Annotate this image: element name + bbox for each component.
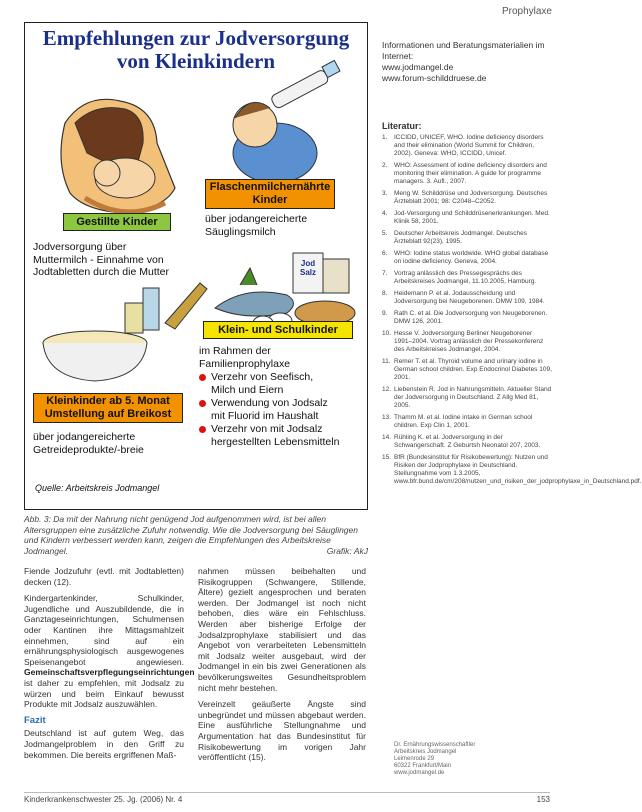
reference-number: 5. bbox=[382, 230, 388, 237]
reference-item bbox=[382, 230, 552, 246]
reference-number: 6. bbox=[382, 250, 388, 257]
reference-text: Hesse V. Jodversorgung Berliner Neugeborener 1991–2004. Vortrag anlässlich der Pressekonferenz des Arbeitskreises Jodmangel, 2004. bbox=[394, 330, 544, 353]
reference-item bbox=[382, 250, 552, 266]
author-address bbox=[394, 742, 544, 777]
reference-text: Thamm M. et al. Iodine intake in German school children. Exp Clin 1, 2001. bbox=[394, 414, 533, 429]
title-line-2: von Kleinkindern bbox=[116, 49, 276, 73]
reference-item bbox=[382, 358, 552, 382]
link-forum-schilddruese[interactable]: www.forum-schilddruese.de bbox=[382, 73, 487, 83]
recommendation-list bbox=[199, 371, 364, 449]
reference-item bbox=[382, 386, 552, 410]
text-month-line: Getreideprodukte/-breie bbox=[33, 443, 144, 456]
text-from-month-5 bbox=[33, 431, 193, 456]
article-column-1 bbox=[24, 566, 195, 766]
page-number: 153 bbox=[536, 795, 550, 804]
food-illustration bbox=[215, 253, 355, 330]
address-line: Arbeitskreis Jodmangel bbox=[394, 749, 457, 755]
caption-text: Abb. 3: Da mit der Nahrung nicht genügend Jod aufgenommen wird, ist bei allen Altersgruppen eine zusätzliche Zufuhr notwendig. Wie die Jodversorgung bei Säuglingen und Kindern verbessert werden kann, zeigen die Empfehlungen des Arbeitskreise Jodmangel. bbox=[24, 514, 358, 556]
text-school-children bbox=[199, 345, 364, 370]
bullet-line: mit Fluorid im Haushalt bbox=[211, 409, 319, 422]
reference-item bbox=[382, 210, 552, 226]
reference-text: Rühling K. et al. Jodversorgung in der Schwangerschaft. Z Geburtsh Neonatol 207, 2003. bbox=[394, 434, 541, 449]
reference-number: 14. bbox=[382, 434, 392, 441]
paragraph bbox=[24, 593, 195, 710]
text-breastfed-line: Jodtabletten durch die Mutter bbox=[33, 266, 169, 278]
reference-text: Jod-Versorgung und Schilddrüsenerkrankungen. Med. Klinik 58, 2001. bbox=[394, 210, 550, 225]
reference-number: 3. bbox=[382, 190, 388, 197]
label-bottle-fed bbox=[205, 179, 335, 209]
address-line: www.jodmangel.de bbox=[394, 770, 445, 776]
list-item bbox=[199, 371, 364, 396]
info-box bbox=[382, 40, 550, 84]
reference-item bbox=[382, 454, 642, 486]
paragraph: Vereinzelt geäußerte Ängste sind unbegründet und müssen abgebaut werden. Eine ausführliche Stellungnahme und Argumentation hat das Bundesinstitut für Risikobewertung im vorigen Jahr veröffentlicht (15). bbox=[198, 699, 366, 763]
text-school-line: Familienprophylaxe bbox=[199, 357, 291, 370]
reference-text: Heidemann P. et al. Jodausscheidung und Jodversorgung bei Neugeborenen. DMW 109, 1984. bbox=[394, 290, 545, 305]
reference-number: 13. bbox=[382, 414, 392, 421]
reference-number: 7. bbox=[382, 270, 388, 277]
bottle-baby-illustration bbox=[233, 60, 340, 183]
reference-text: ICCIDD, UNICEF, WHO. Iodine deficiency disorders and their elimination (World Summit for Children, 2002). Geneva: WHO, ICCIDD, Unicef. bbox=[394, 134, 544, 157]
label-bottle-line-1: Flaschenmilchernährte bbox=[209, 181, 331, 193]
bullet-line: Verzehr von Seefisch, bbox=[211, 371, 314, 383]
reference-item bbox=[382, 190, 552, 206]
reference-item bbox=[382, 310, 552, 326]
reference-item bbox=[382, 162, 552, 186]
porridge-illustration bbox=[43, 283, 207, 381]
reference-text: Meng W. Schilddrüse und Jodversorgung. Deutsches Ärzteblatt 2001; 98: C2048–C2052. bbox=[394, 190, 548, 205]
reference-number: 15. bbox=[382, 454, 392, 461]
title-line-1: Empfehlungen zur Jodversorgung bbox=[42, 26, 350, 50]
paragraph: Fiende Jodzufuhr (evtl. mit Jodtabletten) decken (12). bbox=[24, 566, 184, 587]
reference-text: WHO: Iodine status worldwide. WHO global database on iodine deficiency. Geneva, 2004. bbox=[394, 250, 549, 265]
reference-text: Liebenstein R. Jod in Nahrungsmitteln. Aktueller Stand der Jodversorgung in Deutschland. Z Allg Med 81, 2005. bbox=[394, 386, 552, 409]
link-jodmangel[interactable]: www.jodmangel.de bbox=[382, 62, 454, 72]
text-breastfed bbox=[33, 241, 193, 279]
reference-text: Vortrag anlässlich des Pressegesprächs des Arbeitskreises Jodmangel, 11.10.2005, Hamburg. bbox=[394, 270, 537, 285]
article-column-2 bbox=[198, 566, 366, 769]
info-text: Informationen und Beratungsmaterialien im Internet: bbox=[382, 40, 545, 61]
figure-caption bbox=[24, 514, 368, 556]
reference-item bbox=[382, 270, 552, 286]
paragraph: nahmen müssen beibehalten und Risikogruppen (Schwangere, Stillende, Ältere) gezielt angesprochen und beraten werden. Der Jodmangel ist noch nicht behoben, dies wäre ein Fehlschluss. Werden aber bisherige Erfolge der Jodsalzprophylaxe stabilisiert und das Angebot von verarbeiteten Lebensmitteln mit Jodsalz weiter ausgebaut, wird der Jodmangel in ein bis zwei Generationen als bevölkerungsweites Gesundheitsproblem nicht mehr bestehen. bbox=[198, 566, 366, 693]
reference-text: BfR (Bundesinstitut für Risikobewertung): Nutzen und Risiken der Jodprophylaxe in Deutschland. Stellungnahme vom 1.3.2005, www.bfr.bund.de/cm/208/nutzen_und_risiken_der_jodprophylaxe_in_Deutschland.pdf. bbox=[394, 454, 642, 485]
infographic bbox=[24, 22, 368, 510]
reference-number: 11. bbox=[382, 358, 391, 365]
reference-number: 1. bbox=[382, 134, 388, 141]
text-breastfed-line: Muttermilch - Einnahme von bbox=[33, 253, 164, 266]
label-month-line-2: Umstellung auf Breikost bbox=[44, 408, 172, 420]
paragraph-text: Kindergartenkinder, Schulkinder, Jugendliche und Auszubildende, die in Ganztageseinrichtungen, Schulmensen oder Kantinen ihre Mittagsmahlzeit einnehmen, sind auf ein ernährungsphysiologisch ausgewogenes Speisenangebot angewiesen. bbox=[24, 593, 184, 667]
list-item bbox=[199, 423, 364, 448]
list-item bbox=[199, 397, 364, 422]
reference-number: 8. bbox=[382, 290, 388, 297]
reference-text: WHO: Assessment of iodine deficiency disorders and monitoring their elimination. A guide for programme managers. 3. Aufl., 2007. bbox=[394, 162, 547, 185]
journal-citation: Kinderkrankenschwester 25. Jg. (2006) Nr. 4 bbox=[24, 795, 183, 804]
section-heading-fazit: Fazit bbox=[24, 714, 46, 726]
label-month-line-1: Kleinkinder ab 5. Monat bbox=[46, 395, 170, 407]
salt-box: Jod Salz bbox=[299, 259, 316, 277]
reference-item bbox=[382, 290, 552, 306]
breastfeeding-illustration bbox=[61, 99, 175, 213]
infographic-source: Quelle: Arbeitskreis Jodmangel bbox=[35, 483, 160, 493]
reference-number: 9. bbox=[382, 310, 388, 317]
address-line: Dr. Ernährungswissenschaftler bbox=[394, 742, 476, 748]
text-school-line: im Rahmen der bbox=[199, 345, 271, 357]
literature-heading: Literatur: bbox=[382, 121, 422, 131]
reference-text: Rath C. et al. Die Jodversorgung von Neugeborenen. DMW 126, 2001. bbox=[394, 310, 548, 325]
reference-item bbox=[382, 330, 552, 354]
label-from-month-5 bbox=[33, 393, 183, 423]
literature-list bbox=[382, 121, 642, 490]
caption-credit: Grafik: AkJ bbox=[326, 545, 368, 556]
label-bottle-line-2: Kinder bbox=[252, 194, 288, 206]
paragraph-bold: Gemeinschaftsverpflegungseinrichtungen bbox=[24, 667, 195, 678]
section-header: Prophylaxe bbox=[501, 6, 552, 17]
address-line: 60322 Frankfurt/Main bbox=[394, 763, 452, 769]
address-line: Leimenrode 29 bbox=[394, 756, 435, 762]
bullet-line: Verzehr von mit Jodsalz bbox=[211, 423, 323, 435]
bullet-line: Milch und Eiern bbox=[211, 383, 284, 396]
page-footer bbox=[24, 792, 550, 804]
text-breastfed-line: Jodversorgung über bbox=[33, 241, 127, 253]
label-school-children: Klein- und Schulkinder bbox=[203, 321, 353, 339]
reference-item bbox=[382, 414, 552, 430]
reference-item bbox=[382, 134, 552, 158]
paragraph: Deutschland ist auf gutem Weg, das Jodmangelproblem in den Griff zu bekommen. Die bereits ergriffenen Maß- bbox=[24, 728, 184, 760]
bullet-line: Verwendung von Jodsalz bbox=[211, 397, 328, 409]
reference-number: 10. bbox=[382, 330, 392, 337]
reference-item bbox=[382, 434, 552, 450]
bullet-line: hergestellten Lebensmitteln bbox=[211, 435, 340, 448]
label-breastfed: Gestillte Kinder bbox=[63, 213, 171, 231]
reference-number: 2. bbox=[382, 162, 388, 169]
paragraph-text: ist daher zu empfehlen, mit Jodsalz zu würzen und beim Einkauf bewusst Produkte mit Jodsalz auszuwählen. bbox=[24, 677, 184, 710]
reference-number: 4. bbox=[382, 210, 388, 217]
reference-text: Remer T. et al. Thyroid volume and urinary iodine in German school children. Exp Endocrinol Diabetes 109, 2001. bbox=[394, 358, 552, 381]
text-month-line: über jodangereicherte bbox=[33, 431, 136, 443]
reference-text: Deutscher Arbeitskreis Jodmangel. Deutsches Ärzteblatt 92(23), 1995. bbox=[394, 230, 527, 245]
text-bottle-line: über jodangereicherte bbox=[205, 213, 308, 225]
text-bottle-line: Säuglingsmilch bbox=[205, 225, 276, 238]
text-bottle-fed bbox=[205, 213, 365, 238]
reference-number: 12. bbox=[382, 386, 392, 393]
